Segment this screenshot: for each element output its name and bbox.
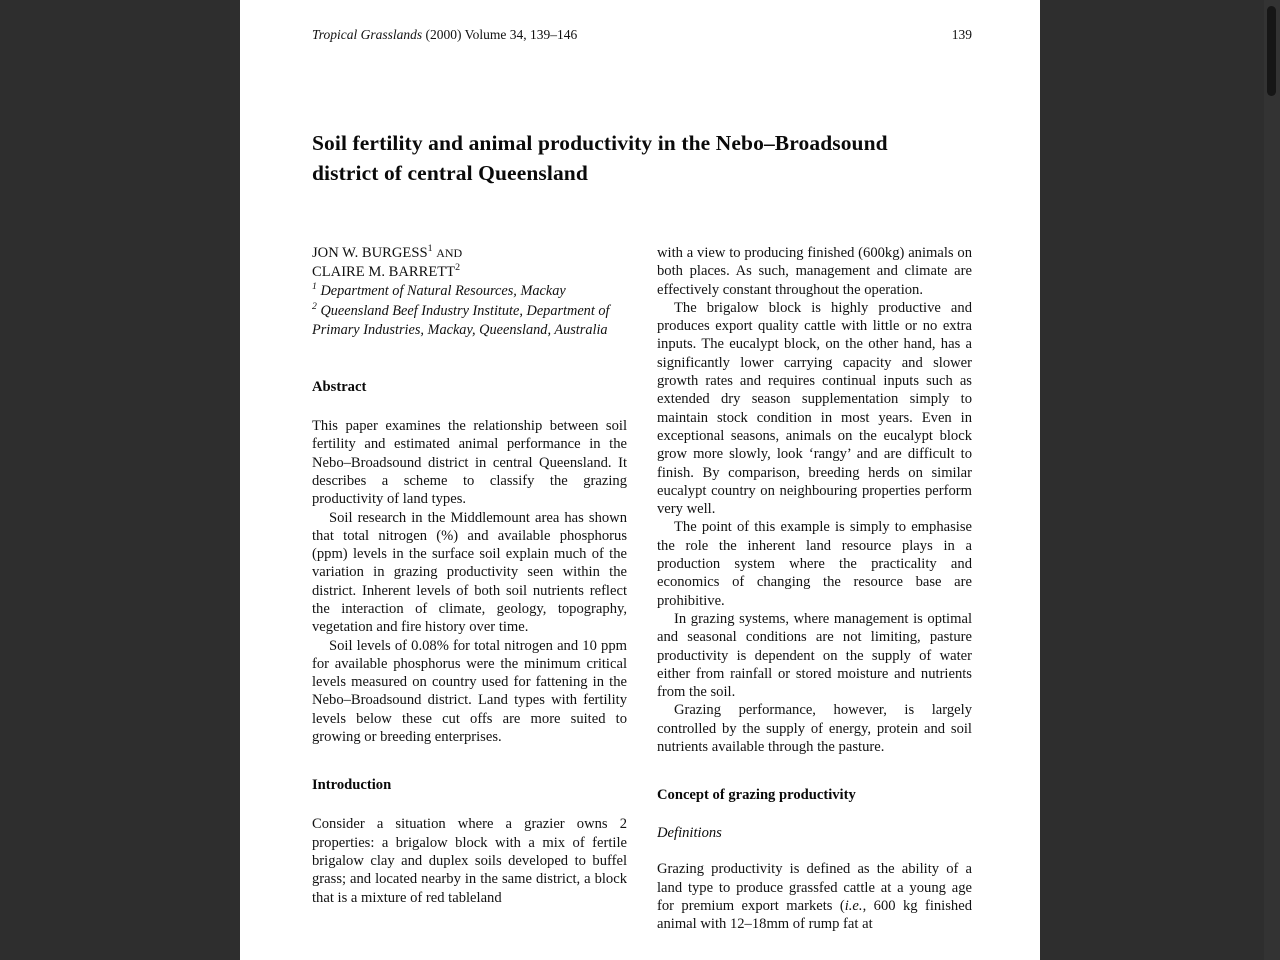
- author-line-2: [312, 263, 627, 282]
- body-paragraph-1: The brigalow block is highly productive and produces export quality cattle with little or no extra inputs. The eucalypt block, on the other hand, has a significantly lower carrying capacity and slower growth rates and requires continual inputs such as extended dry season supplementation simply to maintain stock condition in most years. Even in exceptional seasons, animals on the eucalypt block grow more slowly, look ‘rangy’ and are difficult to finish. By comparison, breeding herds on similar eucalypt country on neighbouring properties perform very well.: [657, 299, 972, 518]
- definitions-ie-abbrev: i.e.: [844, 897, 863, 914]
- running-head: [312, 28, 972, 42]
- introduction-paragraph: Consider a situation where a grazier owns 2 properties: a brigalow block with a mix of fertile brigalow clay and duplex soils developed to buffel grass; and located nearby in the same district, a block that is a mixture of red tableland: [312, 816, 627, 906]
- continued-paragraph: with a view to producing finished (600kg) animals on both places. As such, management and climate are effectively constant throughout the operation.: [657, 245, 972, 298]
- introduction-heading: Introduction: [312, 777, 392, 794]
- affiliation-2-text: Queensland Beef Industry Institute, Department of Primary Industries, Mackay, Queensland, Australia: [312, 302, 610, 338]
- definitions-text-part-1: Grazing productivity is defined as the ability of a land type to produce grassfed cattle at a young age for premium export markets (: [657, 861, 972, 914]
- body-paragraph-3: In grazing systems, where management is optimal and seasonal conditions are not limiting, pasture productivity is dependent on the supply of water either from rainfall or stored moisture and nutrients from the soil.: [657, 610, 972, 701]
- abstract-paragraph-1: This paper examines the relationship between soil fertility and estimated animal performance in the Nebo–Broadsound district in central Queensland. It describes a scheme to classify the grazing productivity of land types.: [312, 418, 627, 508]
- journal-citation: (2000) Volume 34, 139–146: [422, 27, 578, 42]
- abstract-heading: Abstract: [312, 379, 367, 396]
- affiliation-2: [312, 302, 627, 340]
- page-content-area: [312, 0, 972, 960]
- affiliation-1-marker: 1: [312, 281, 317, 293]
- journal-name: Tropical Grasslands: [312, 27, 423, 42]
- affiliation-1: [312, 282, 627, 301]
- document-page: [240, 0, 1040, 960]
- concept-section-heading: Concept of grazing productivity: [657, 787, 856, 804]
- author-2-affil-marker: 2: [455, 262, 461, 274]
- author-line-1: [312, 244, 627, 263]
- scrollbar-thumb[interactable]: [1267, 6, 1276, 96]
- body-paragraph-4: Grazing performance, however, is largely controlled by the supply of energy, protein and soil nutrients available through the pasture.: [657, 702, 972, 756]
- left-column: [312, 244, 627, 960]
- author-name-1: JON W. BURGESS: [312, 245, 428, 261]
- vertical-scrollbar[interactable]: [1264, 0, 1280, 960]
- abstract-paragraph-2: Soil research in the Middlemount area has shown that total nitrogen (%) and available phosphorus (ppm) levels in the surface soil explain much of the variation in grazing productivity seen within the district. Inherent levels of both soil nutrients reflect the interaction of climate, geology, topography, vegetation and fire history over time.: [312, 509, 627, 636]
- definitions-subheading: Definitions: [657, 825, 722, 842]
- body-paragraph-2: The point of this example is simply to emphasise the role the inherent land resource plays in a production system where the practicality and economics of changing the resource base are prohibitive.: [657, 519, 972, 609]
- author-1-affil-marker: 1: [427, 244, 433, 255]
- author-block: [312, 244, 627, 282]
- author-name-2: CLAIRE M. BARRETT: [312, 264, 456, 281]
- abstract-paragraph-3: Soil levels of 0.08% for total nitrogen and 10 ppm for available phosphorus were the minimum critical levels measured on country used for fattening in the Nebo–Broadsound district. Land types with fertility levels below these cut offs are more suited to growing or breeding enterprises.: [312, 637, 627, 746]
- right-column: [657, 244, 972, 960]
- definitions-text-part-2: , 600 kg finished animal with 12–18mm of rump fat at: [657, 897, 972, 933]
- author-conjunction: AND: [436, 246, 463, 260]
- affiliation-1-text: Department of Natural Resources, Mackay: [320, 283, 566, 300]
- page-title: Soil fertility and animal productivity in the Nebo–Broadsound district of central Queensland: [312, 131, 888, 186]
- page-number: 139: [951, 27, 972, 42]
- affiliation-2-marker: 2: [312, 300, 317, 312]
- two-column-body: [312, 244, 972, 960]
- definitions-paragraph: [657, 860, 972, 933]
